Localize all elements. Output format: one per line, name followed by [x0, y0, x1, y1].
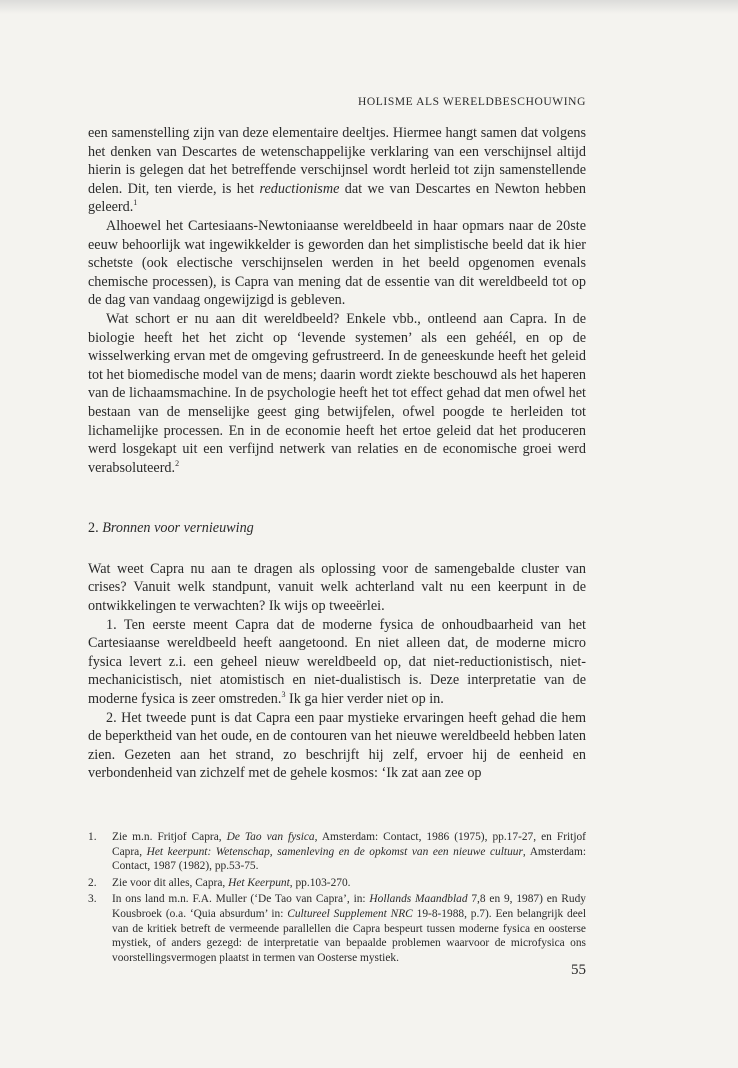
paragraph: 2. Het tweede punt is dat Capra een paar mystieke ervaringen heeft gehad die hem de beperktheid van het oude, en de contouren van het nieuwe wereldbeeld hebben laten zien. Gezeten aan het strand, zo beschrijft hij zelf, ervoer hij de eenheid en verbondenheid van zichzelf met de gehele kosmos: ‘Ik zat aan zee op: [88, 709, 586, 782]
section-title: Bronnen voor vernieuwing: [102, 520, 254, 537]
footnote-text: [112, 830, 586, 874]
paragraph: Alhoewel het Cartesiaans-Newtoniaanse wereldbeeld in haar opmars naar de 20ste eeuw behoorlijk wat ingewikkelder is geworden dan het simplistische beeld dat ik hier schetste (ook electische verschijnselen werden in het beeld opgenomen evenals chemische processen), is Capra van mening dat de essentie van dit wereldbeeld tot op de dag van vandaag ongewijzigd is gebleven.: [88, 217, 586, 309]
footnote-number: 3.: [88, 893, 97, 906]
section-number: 2.: [88, 520, 103, 537]
text-run: Ik ga hier verder niet op in.: [285, 691, 444, 708]
footnotes: [88, 830, 586, 967]
text-run: Zie voor dit alles, Capra,: [112, 876, 229, 889]
text-run: Wat schort er nu aan dit wereldbeeld? Enkele vbb., ontleend aan Capra. In de biologie heeft het het zicht op ‘levende systemen’ als een gehéél, en op de wisselwerking ervan met de omgeving gefrustreerd. In de geneeskunde heeft het geleid tot het biomedische model van de mens; daarin wordt ziekte beschouwd als het haperen van de lichaamsmachine. In de psychologie heeft het tot effect gehad dat men ofwel het bestaan van de menselijke geest ging betwijfelen, ofwel poogde te herleiden tot lichamelijke processen. En in de economie heeft het ertoe geleid dat het produceren werd losgekapt uit een verfijnd netwerk van relaties en de economische groei werd verabsoluteerd.: [88, 310, 586, 476]
footnote-text: [112, 876, 586, 891]
spacer: [88, 538, 586, 560]
text-run: , Amsterdam: Contact, 1986 (1975), pp.17-27, en Fritjof Capra,: [112, 831, 586, 858]
text-run: dat we van Descartes en Newton hebben geleerd.: [88, 180, 586, 216]
footnote-ref: 1: [133, 198, 138, 208]
emphasis: reductionisme: [259, 180, 340, 197]
text-run: Zie m.n. Fritjof Capra,: [112, 831, 227, 843]
text-run: een samenstelling zijn van deze elementaire deeltjes. Hiermee hangt samen dat volgens het denken van Descartes de wetenschappelijke verklaring van een verschijnsel altijd hierin is gelegen dat het betreffende verschijnsel wordt herleid tot zijn samenstellende delen. Dit, ten vierde, is het: [88, 125, 586, 197]
footnote: [88, 876, 586, 891]
footnote-text: [112, 892, 586, 965]
footnote-number: 2.: [88, 876, 97, 889]
emphasis: Het keerpunt: Wetenschap, samenleving en de opkomst van een nieuwe cultuur: [146, 845, 523, 858]
text-run: In ons land m.n. F.A. Muller (‘De Tao van Capra’, in:: [112, 893, 370, 906]
spacer: [88, 477, 586, 519]
emphasis: De Tao van fysica: [226, 831, 315, 843]
section-heading: [88, 519, 586, 538]
footnote-ref: 2: [175, 458, 180, 468]
paragraph: [88, 310, 586, 477]
paragraph: [88, 616, 586, 709]
scan-top-edge: [0, 0, 738, 14]
emphasis: Het Keerpunt: [228, 876, 290, 889]
text-run: 7,8 en 9, 1987) en Rudy Kousbroek (o.a. ‘Quia absurdum’ in:: [112, 893, 586, 920]
text-run: , pp.103-270.: [289, 876, 351, 889]
footnote-number: 1.: [88, 831, 97, 843]
paragraph: Wat weet Capra nu aan te dragen als oplossing voor de samengebalde cluster van crises? Vanuit welk standpunt, vanuit welk achterland valt nu een keerpunt in de ontwikkelingen te verwachten? Ik wijs op tweeërlei.: [88, 560, 586, 615]
text-run: 19-8-1988, p.7). Een belangrijk deel van de kritiek betreft de vermeende parallellen die Capra bespeurt tussen moderne fysica en oosterse mystiek, of anders gezegd: de interpretatie van bepaalde problemen waarvoor de microfysica ons voorstellingsvermogen plaatst in termen van Oosterse mystiek.: [112, 907, 586, 964]
running-header: HOLISME ALS WERELDBESCHOUWING: [357, 96, 586, 108]
emphasis: Cultureel Supplement NRC: [287, 907, 413, 920]
footnote: [88, 830, 586, 874]
page-number: 55: [571, 962, 586, 978]
paragraph: [88, 124, 586, 217]
footnote-ref: 3: [281, 690, 286, 700]
footnote: [88, 892, 586, 965]
emphasis: Hollands Maandblad: [369, 893, 468, 906]
text-run: , Amsterdam: Contact, 1987 (1982), pp.53-75.: [112, 845, 587, 873]
text-run: 1. Ten eerste meent Capra dat de moderne fysica de onhoudbaarheid van het Cartesiaanse wereldbeeld heeft aangetoond. En niet alleen dat, de moderne micro fysica levert z.i. een geheel nieuw wereldbeeld op, dat niet-reductionistisch, niet-mechanicistisch, niet atomistisch en niet-dualistisch is. Deze interpretatie van de moderne fysica is zeer omstreden.: [88, 616, 586, 708]
main-text: [88, 124, 586, 783]
